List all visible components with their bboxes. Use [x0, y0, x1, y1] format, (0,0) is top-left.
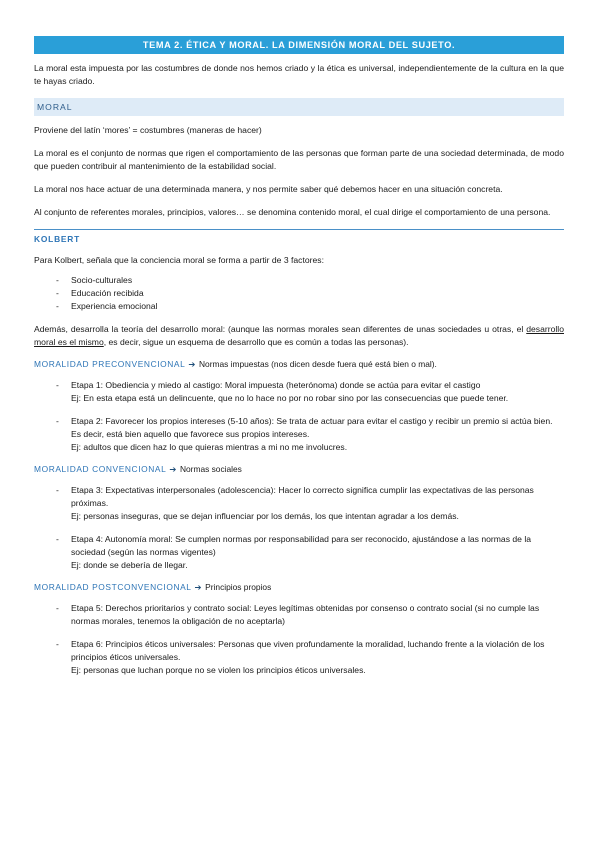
stage-item: - Etapa 6: Principios éticos universales: Personas que viven profundamente la moralidad, luchando frente a la violación de los principios éticos universales. Ej: personas que luchan porque no se violen los principios éticos universales. — [34, 638, 564, 677]
arrow-right-icon: ➔ — [169, 464, 177, 474]
arrow-right-icon: ➔ — [188, 359, 196, 369]
theory-text-after: , es decir, sigue un esquema de desarrollo que es común a todas las personas). — [103, 337, 409, 347]
level-name: MORALIDAD CONVENCIONAL — [34, 464, 167, 474]
level-name: MORALIDAD PRECONVENCIONAL — [34, 359, 186, 369]
stage-item: - Etapa 2: Favorecer los propios intereses (5-10 años): Se trata de actuar para evitar el castigo y recibir un premio si actúa bien. Es decir, está bien aquello que favorece sus propios intereses. Ej: adultos que dicen haz lo que quieras mientras a mi no me involucres. — [34, 415, 564, 454]
stage-text: Etapa 1: Obediencia y miedo al castigo: Moral impuesta (heterónoma) donde se actúa para evitar el castigo — [71, 380, 481, 390]
kolbert-intro: Para Kolbert, señala que la conciencia moral se forma a partir de 3 factores: — [34, 255, 324, 265]
stage-item: - Etapa 3: Expectativas interpersonales (adolescencia): Hacer lo correcto significa cumplir las expectativas de las personas próximas. Ej: personas inseguras, que se dejan influenciar por los demás, los que intentan agradar a los demás. — [34, 484, 564, 523]
moral-paragraph-2: La moral nos hace actuar de una determinada manera, y nos permite saber qué debemos hacer en una situación concreta. — [34, 184, 503, 194]
level-heading-postconventional — [34, 581, 564, 594]
moral-paragraph-1: La moral es el conjunto de normas que rigen el comportamiento de las personas que forman parte de una sociedad determinada, de modo que pueden contribuir al mantenimiento de la estabilidad social. — [34, 148, 564, 171]
level-description: Principios propios — [205, 582, 272, 592]
level-heading-conventional — [34, 463, 564, 476]
level-heading-preconventional — [34, 358, 564, 371]
stage-example: Ej: adultos que dicen haz lo que quieras mientras a mi no me involucres. — [71, 442, 348, 452]
moral-origin: Proviene del latín ‘mores’ = costumbres (maneras de hacer) — [34, 125, 262, 135]
stage-text: Etapa 6: Principios éticos universales: Personas que viven profundamente la moralidad, luchando frente a la violación de los principios éticos universales. — [71, 639, 545, 662]
section-heading-kolbert: KOLBERT — [34, 229, 564, 246]
factor-item: - Educación recibida — [34, 287, 564, 300]
level-name: MORALIDAD POSTCONVENCIONAL — [34, 582, 192, 592]
stage-text: Etapa 4: Autonomía moral: Se cumplen normas por responsabilidad para ser reconocido, ajustándose a las normas de la sociedad (según las normas vigentes) — [71, 534, 532, 557]
stage-example: Ej: personas inseguras, que se dejan influenciar por los demás, los que intentan agradar a los demás. — [71, 511, 459, 521]
arrow-right-icon: ➔ — [194, 582, 203, 592]
factor-item: - Socio-culturales — [34, 274, 564, 287]
stage-text: Etapa 5: Derechos prioritarios y contrato social: Leyes legítimas obtenidas por consenso o contrato social (si no cumple las normas morales, tenemos la obligación de no aceptarla) — [71, 603, 540, 626]
factor-item: - Experiencia emocional — [34, 300, 564, 313]
stage-text: Etapa 3: Expectativas interpersonales (adolescencia): Hacer lo correcto significa cumplir las expectativas de las personas próximas. — [71, 485, 534, 508]
stage-item: - Etapa 1: Obediencia y miedo al castigo: Moral impuesta (heterónoma) donde se actúa para evitar el castigo Ej: En esta etapa está un delincuente, que no lo hace no por no robar sino por las consecuencias que puede tener. — [34, 379, 564, 405]
stage-example: Ej: donde se debería de llegar. — [71, 560, 188, 570]
factor-list — [34, 274, 564, 313]
level-description: Normas sociales — [179, 464, 242, 474]
level-description: Normas impuestas (nos dicen desde fuera qué está bien o mal). — [198, 359, 437, 369]
stage-text: Etapa 2: Favorecer los propios intereses (5-10 años): Se trata de actuar para evitar el castigo y recibir un premio si actúa bien. Es decir, está bien aquello que favorece sus propios intereses. — [71, 416, 553, 439]
kolbert-theory — [34, 323, 564, 349]
section-heading-moral: MORAL — [34, 98, 564, 116]
page-title: TEMA 2. ÉTICA Y MORAL. LA DIMENSIÓN MORAL DEL SUJETO. — [34, 36, 564, 54]
stage-example: Ej: En esta etapa está un delincuente, que no lo hace no por no robar sino por las consecuencias que puede tener. — [71, 393, 509, 403]
stage-item: - Etapa 5: Derechos prioritarios y contrato social: Leyes legítimas obtenidas por consenso o contrato social (si no cumple las normas morales, tenemos la obligación de no aceptarla) — [56, 603, 540, 626]
stage-example: Ej: personas que luchan porque no se violen los principios éticos universales. — [71, 665, 366, 675]
stage-item: - Etapa 4: Autonomía moral: Se cumplen normas por responsabilidad para ser reconocido, ajustándose a las normas de la sociedad (según las normas vigentes) Ej: donde se debería de llegar. — [34, 533, 564, 572]
theory-underlined-text: desarrollo moral es el mismo — [34, 324, 564, 347]
moral-paragraph-3: Al conjunto de referentes morales, principios, valores… se denomina contenido moral, el cual dirige el comportamiento de una persona. — [34, 207, 551, 217]
intro-paragraph: La moral esta impuesta por las costumbres de donde nos hemos criado y la ética es universal, independientemente de la cultura en la que te hayas criado. — [34, 63, 564, 86]
document-page — [34, 36, 564, 677]
theory-text-before: Además, desarrolla la teoría del desarrollo moral: (aunque las normas morales sean diferentes de unas sociedades u otras, el — [34, 324, 527, 334]
